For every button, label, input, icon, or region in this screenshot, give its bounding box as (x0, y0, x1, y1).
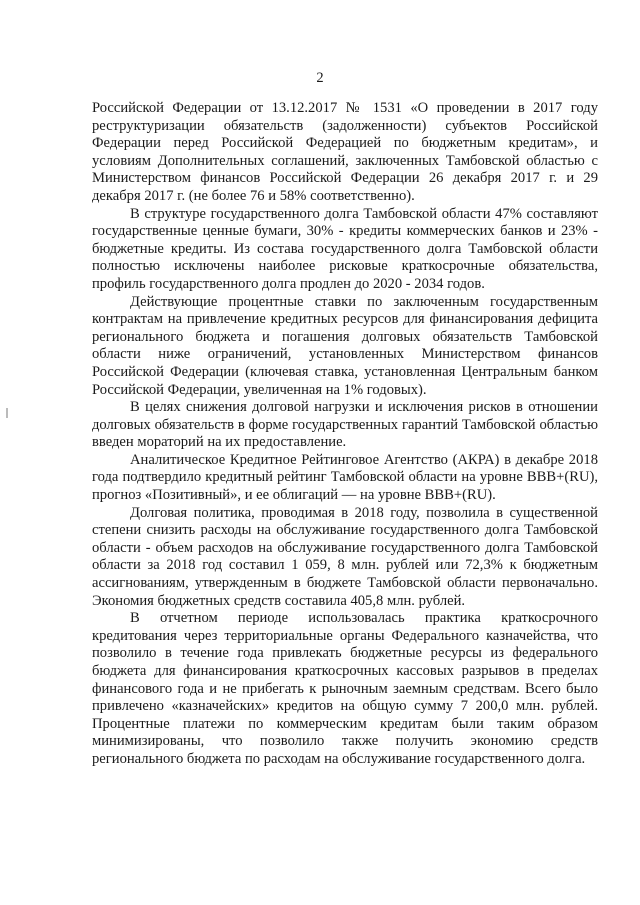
document-body (92, 100, 598, 769)
page-number: 2 (316, 70, 324, 86)
paragraph-debt-structure: В структуре государственного долга Тамбовской области 47% составляют государственные ценные бумаги, 30% - кредиты коммерческих банков и 23% - бюджетные кредиты. Из состава государственного долга Тамбовской области полностью исключены наиболее рисковые краткосрочные обязательства, профиль государственного долга продлен до 2020 - 2034 годов. (92, 205, 598, 292)
paragraph-treasury-credits: В отчетном периоде использовалась практика краткосрочного кредитования через территориальные органы Федерального казначейства, что позволило в течение года привлекать бюджетные ресурсы из федерального бюджета для финансирования краткосрочных кассовых разрывов в пределах финансового года и не прибегать к рыночным заемным средствам. Всего было привлечено «казначейских» кредитов на общую сумму 7 200,0 млн. рублей. Процентные платежи по коммерческим кредитам были таким образом минимизированы, что позволило также получить экономию средств регионального бюджета по расходам на обслуживание государственного долга. (92, 610, 598, 767)
paragraph-interest-rates: Действующие процентные ставки по заключенным государственным контрактам на привлечение кредитных ресурсов для финансирования дефицита регионального бюджета и погашения долговых обязательств Тамбовской области ниже ограничений, установленных Министерством финансов Российской Федерации (ключевая ставка, установленная Центральным банком Российской Федерации, увеличенная на 1% годовых). (92, 293, 598, 398)
paragraph-debt-policy: Долговая политика, проводимая в 2018 году, позволила в существенной степени снизить расходы на обслуживание государственного долга Тамбовской области - объем расходов на обслуживание государственного долга Тамбовской области за 2018 год составил 1 059, 8 млн. рублей или 72,3% к бюджетным ассигнованиям, утвержденным в бюджете Тамбовской области первоначально. Экономия бюджетных средств составила 405,8 млн. рублей. (92, 504, 598, 609)
scan-mark (6, 408, 8, 418)
paragraph-guarantees-moratorium: В целях снижения долговой нагрузки и исключения рисков в отношении долговых обязательств в форме государственных гарантий Тамбовской областью введен мораторий на их предоставление. (92, 399, 598, 451)
paragraph-credit-rating: Аналитическое Кредитное Рейтинговое Агентство (АКРА) в декабре 2018 года подтвердило кредитный рейтинг Тамбовской области на уровне BBB+(RU), прогноз «Позитивный», и ее облигаций — на уровне BBB+(RU). (92, 451, 598, 504)
paragraph-continuation: Российской Федерации от 13.12.2017 № 1531 «О проведении в 2017 году реструктуризации обязательств (задолженности) субъектов Российской Федерации перед Российской Федерацией по бюджетным кредитам», и условиям Дополнительных соглашений, заключенных Тамбовской областью с Министерством финансов Российской Федерации 26 декабря 2017 г. и 29 декабря 2017 г. (не более 76 и 58% соответственно). (92, 100, 598, 204)
